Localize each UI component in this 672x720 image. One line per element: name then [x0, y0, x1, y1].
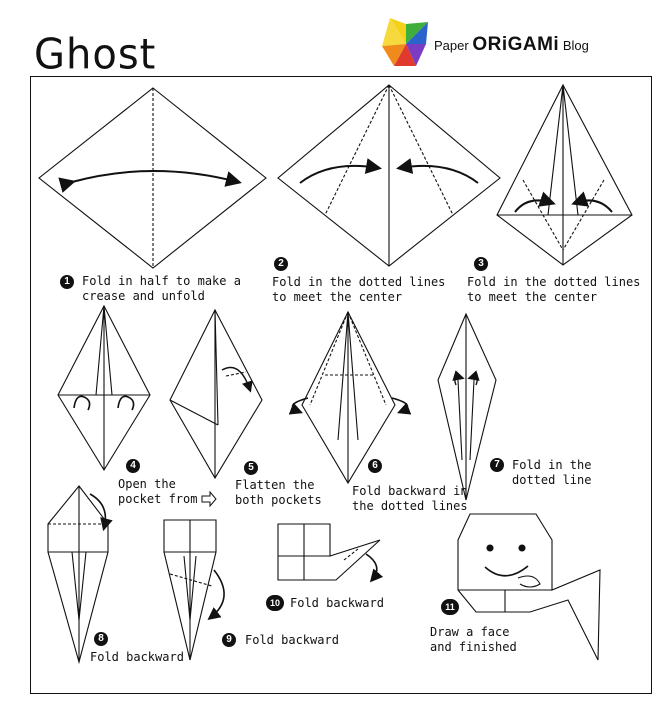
step-7-text: [512, 458, 591, 488]
step-number: 6: [368, 459, 382, 473]
step-2-line1: Fold in the dotted lines: [272, 275, 446, 289]
step-3-line2: to meet the center: [467, 290, 598, 304]
step-11-line2: and finished: [430, 640, 517, 654]
step-4-line1: Open the: [118, 477, 176, 491]
logo-brand: ORiGAMi: [472, 34, 560, 55]
step-4-line2: pocket from: [118, 492, 198, 506]
step-10-text: Fold backward: [290, 596, 384, 610]
step-6-diagram: [293, 312, 408, 483]
step-4-text: [118, 477, 197, 507]
step-10-diagram: [278, 524, 380, 580]
step-6-line2: the dotted lines: [352, 499, 468, 513]
step-number: 1: [60, 275, 74, 289]
step-1-text: [82, 274, 241, 304]
step-1-line2: crease and unfold: [82, 289, 205, 303]
step-3-text: [467, 275, 640, 305]
step-11-line1: Draw a face: [430, 625, 510, 639]
logo-suffix: Blog: [562, 38, 589, 53]
step-number: 9: [222, 633, 236, 647]
step-number: 7: [490, 458, 504, 472]
step-6-text: [352, 484, 468, 514]
step-1-diagram: [39, 88, 266, 268]
step-number: 5: [244, 461, 258, 475]
step-5-diagram: [170, 310, 262, 478]
page-title: Ghost: [34, 30, 157, 80]
step-3-diagram: [497, 85, 632, 265]
step-5-line1: Flatten the: [235, 478, 315, 492]
logo-prefix: Paper: [434, 38, 469, 53]
step-5-line2: both pockets: [235, 493, 322, 507]
step-1-line1: Fold in half to make a: [82, 274, 241, 288]
step-7-diagram: [438, 314, 496, 500]
step-7-line1: Fold in the: [512, 458, 592, 472]
step-number: 8: [94, 632, 108, 646]
step-7-line2: dotted line: [512, 473, 592, 487]
step-number: 10: [266, 595, 284, 611]
step-4-diagram: [58, 306, 150, 470]
step-2-text: [272, 275, 445, 305]
step-6-line1: Fold backward in: [352, 484, 468, 498]
step-9-diagram: [164, 520, 224, 660]
step-5-text: [235, 478, 322, 508]
step-3-line1: Fold in the dotted lines: [467, 275, 641, 289]
step-11-text: [430, 625, 517, 655]
step-8-text: Fold backward: [90, 650, 184, 664]
step-9-text: Fold backward: [245, 633, 339, 647]
step-number: 4: [126, 459, 140, 473]
step-2-line2: to meet the center: [272, 290, 403, 304]
step-number: 2: [274, 257, 288, 271]
step-number: 11: [441, 599, 459, 615]
hollow-arrow-icon: [202, 492, 216, 506]
step-2-diagram: [278, 85, 500, 266]
step-number: 3: [474, 257, 488, 271]
